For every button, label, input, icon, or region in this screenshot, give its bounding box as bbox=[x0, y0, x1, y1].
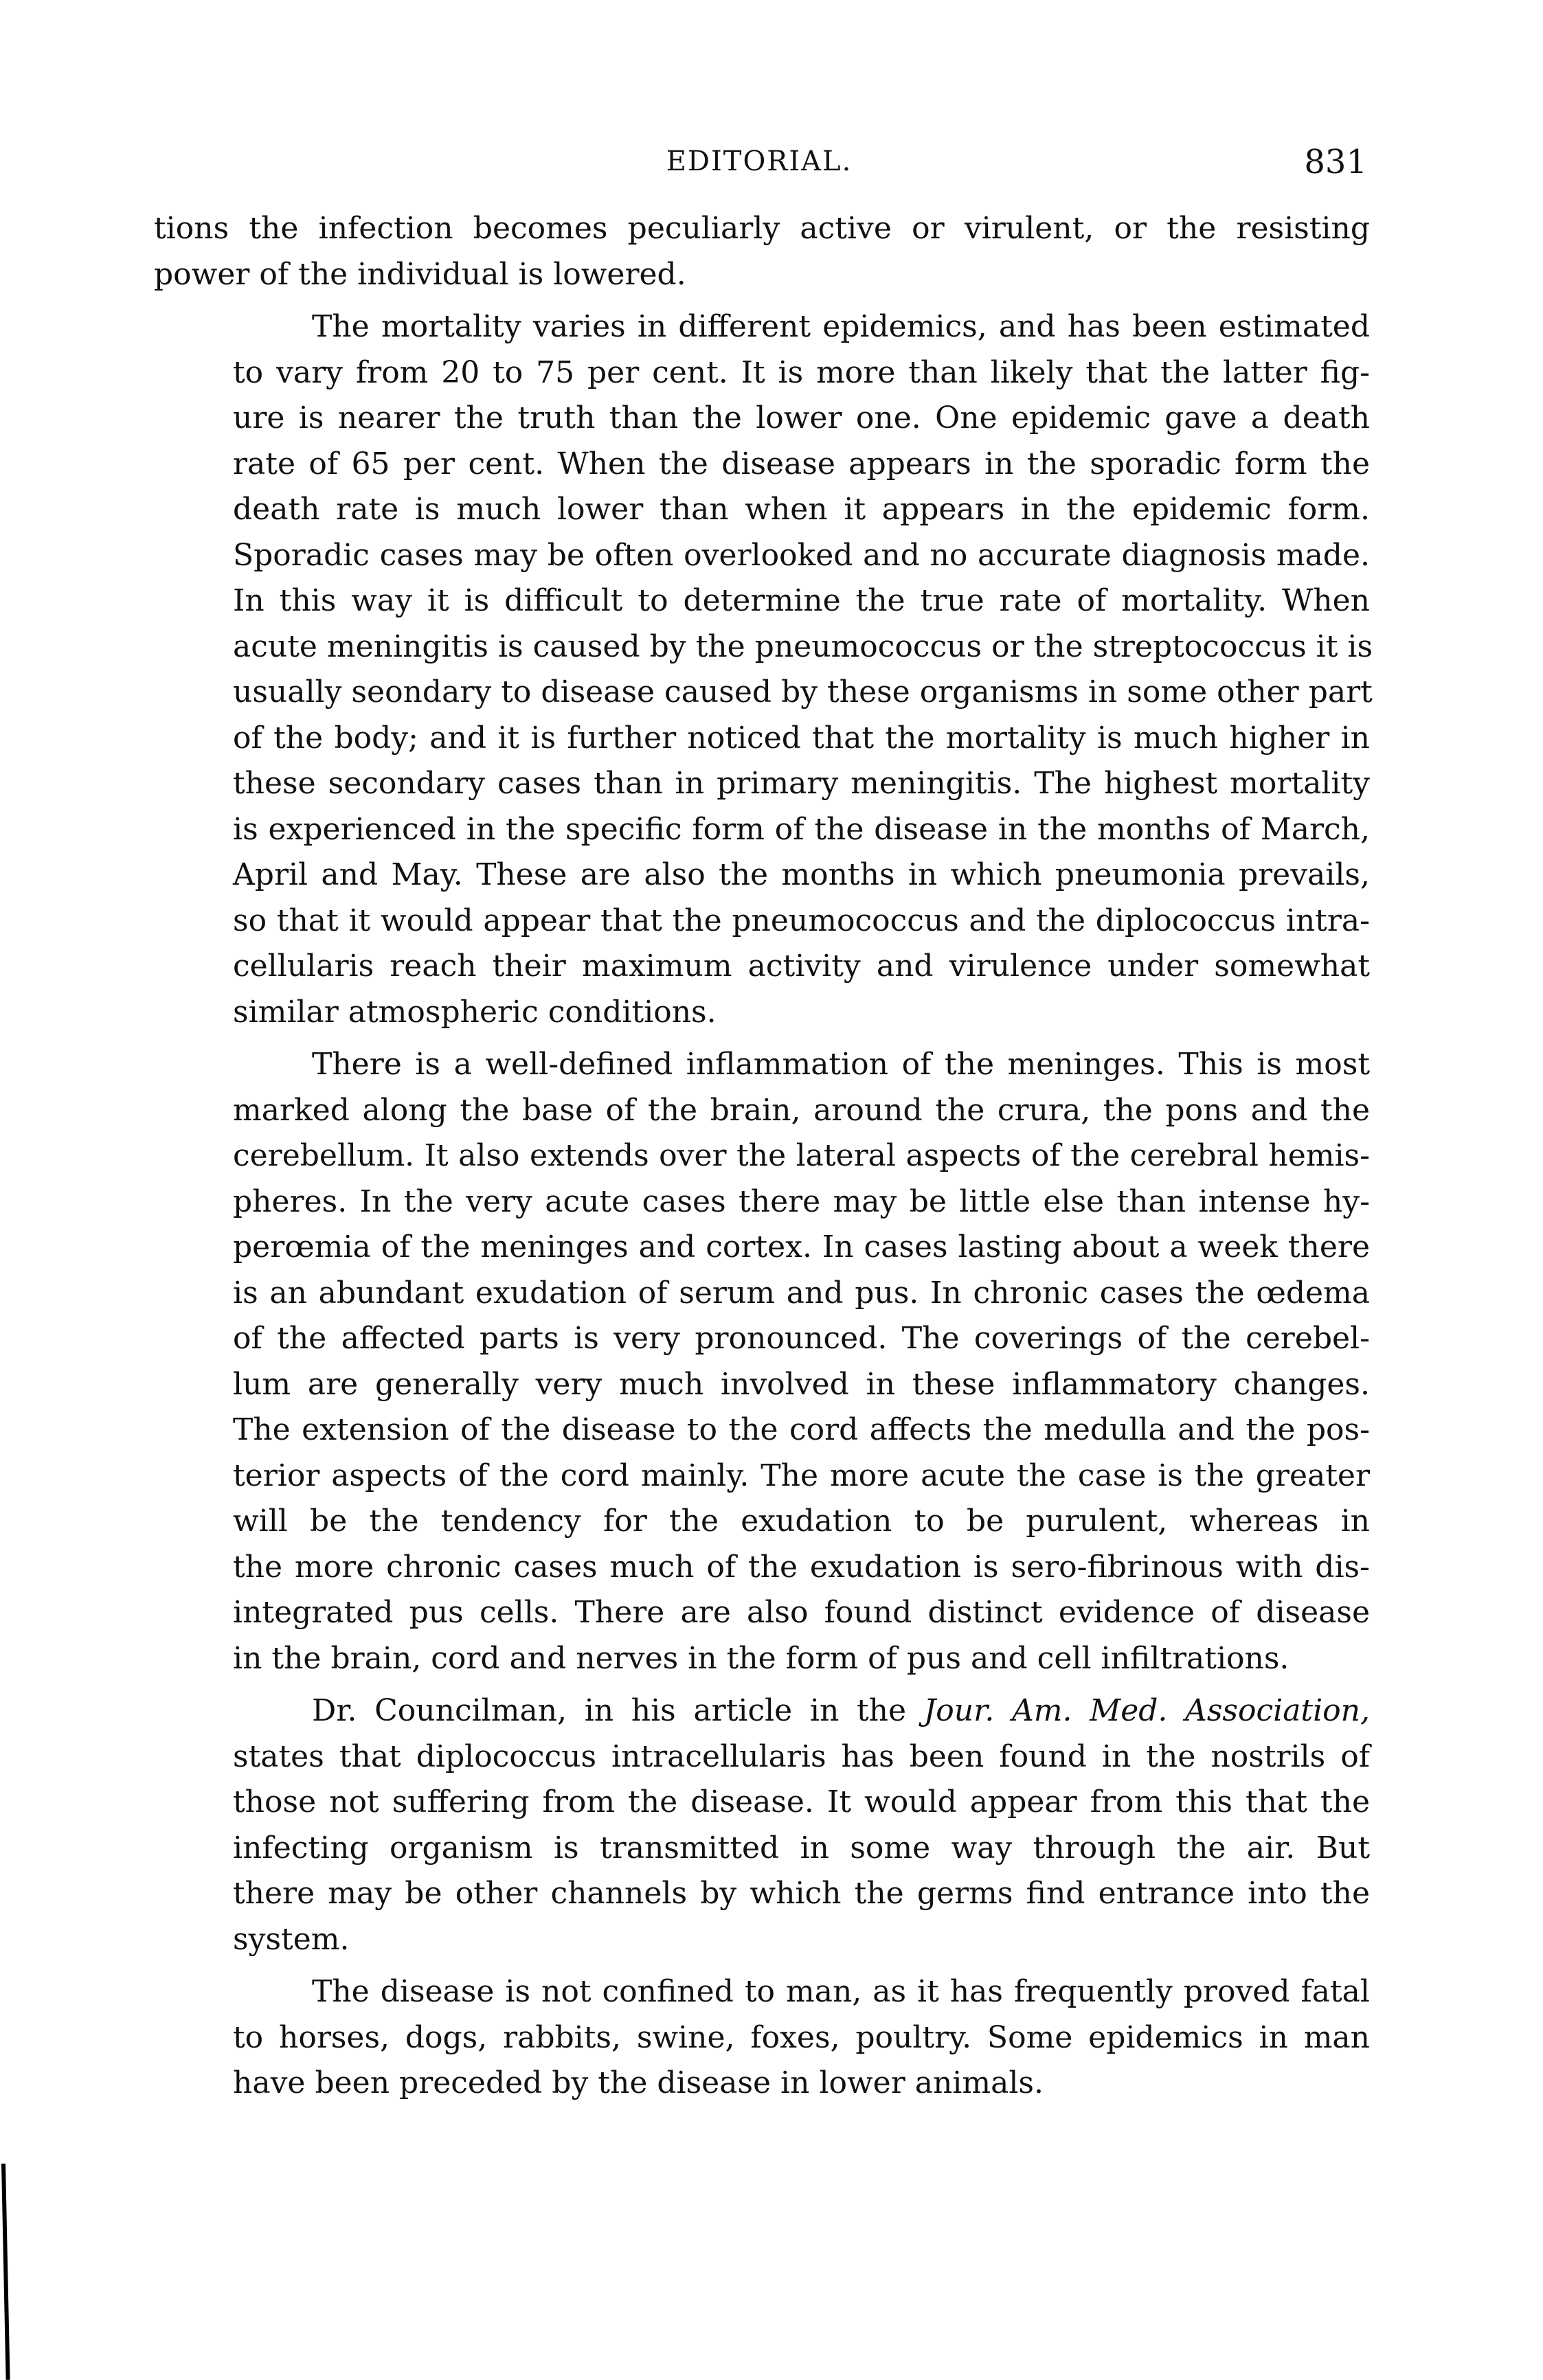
text-line: April and May. These are also the months in which pneumonia prevails, bbox=[233, 857, 1370, 892]
running-head-title: EDITORIAL. bbox=[666, 146, 853, 177]
text-line: In this way it is difficult to determine the true rate of mortality. When bbox=[233, 583, 1370, 618]
text-line: there may be other channels by which the germs find entrance into the bbox=[233, 1876, 1370, 1911]
paragraph bbox=[154, 304, 1373, 1035]
text-line: death rate is much lower than when it appears in the epidemic form. bbox=[233, 492, 1370, 527]
text-line: cellularis reach their maximum activity and virulence under somewhat bbox=[233, 949, 1370, 984]
body-text bbox=[154, 206, 1373, 2113]
paragraph bbox=[154, 206, 1370, 297]
text-line: of the body; and it is further noticed that the mortality is much higher in bbox=[233, 720, 1370, 756]
text-line: The mortality varies in different epidemics, and has been estimated bbox=[312, 309, 1370, 344]
text-line: states that diplococcus intracellularis has been found in the nostrils of bbox=[233, 1738, 1370, 1774]
italic-citation: Jour. Am. Med. Association, bbox=[923, 1693, 1370, 1728]
text-line: The extension of the disease to the cord affects the medulla and the pos- bbox=[233, 1412, 1370, 1447]
paragraph bbox=[154, 1042, 1370, 1681]
text-line: lum are generally very much involved in these inflammatory changes. bbox=[233, 1366, 1370, 1402]
text-line: of the affected parts is very pronounced. The coverings of the cerebel- bbox=[233, 1321, 1370, 1356]
text-line: ure is nearer the truth than the lower one. One epidemic gave a death bbox=[233, 400, 1370, 435]
text-line: is experienced in the specific form of the disease in the months of March, bbox=[233, 811, 1370, 847]
text-line: usually seondary to disease caused by these organisms in some other part bbox=[233, 675, 1373, 710]
text-line: have been preceded by the disease in lower animals. bbox=[233, 2065, 1044, 2100]
text-line: to horses, dogs, rabbits, swine, foxes, poultry. Some epidemics in man bbox=[233, 2019, 1370, 2055]
text-line: the more chronic cases much of the exudation is sero-fibrinous with dis- bbox=[233, 1549, 1370, 1585]
text-line: There is a well-defined inflammation of the meninges. This is most bbox=[312, 1047, 1370, 1082]
text-line: perœmia of the meninges and cortex. In cases lasting about a week there bbox=[233, 1229, 1370, 1265]
text-line: so that it would appear that the pneumococcus and the diplococcus intra- bbox=[233, 903, 1370, 938]
scan-margin-line bbox=[1, 2164, 10, 2380]
text-line: infecting organism is transmitted in some way through the air. But bbox=[233, 1830, 1370, 1866]
text-line: similar atmospheric conditions. bbox=[233, 994, 717, 1030]
paragraph bbox=[154, 1688, 1370, 1962]
text-line: Sporadic cases may be often overlooked and no accurate diagnosis made. bbox=[233, 537, 1370, 573]
text-line: to vary from 20 to 75 per cent. It is more than likely that the latter fig- bbox=[233, 354, 1370, 390]
text-line: tions the infection becomes peculiarly active or virulent, or the resisting bbox=[154, 211, 1370, 246]
text-line: those not suffering from the disease. It would appear from this that the bbox=[233, 1784, 1370, 1820]
text-line: The disease is not confined to man, as it has frequently proved fatal bbox=[312, 1974, 1370, 2009]
running-head bbox=[151, 143, 1367, 187]
text-line: marked along the base of the brain, around the crura, the pons and the bbox=[233, 1092, 1370, 1128]
text-line: Dr. Councilman, in his article in the Jour. Am. Med. Association, bbox=[312, 1693, 1370, 1728]
text-line: in the brain, cord and nerves in the form of pus and cell infiltrations. bbox=[233, 1640, 1289, 1676]
page-number: 831 bbox=[1304, 143, 1367, 181]
text-line: terior aspects of the cord mainly. The more acute the case is the greater bbox=[233, 1458, 1370, 1493]
text-line: rate of 65 per cent. When the disease appears in the sporadic form the bbox=[233, 446, 1370, 481]
text-line: will be the tendency for the exudation to be purulent, whereas in bbox=[233, 1504, 1370, 1539]
text-line: integrated pus cells. There are also found distinct evidence of disease bbox=[233, 1595, 1370, 1630]
text-line: cerebellum. It also extends over the lateral aspects of the cerebral hemis- bbox=[233, 1138, 1370, 1173]
text-line: is an abundant exudation of serum and pus. In chronic cases the œdema bbox=[233, 1275, 1370, 1311]
text-line: power of the individual is lowered. bbox=[154, 256, 686, 292]
text-line: acute meningitis is caused by the pneumococcus or the streptococcus it is bbox=[233, 628, 1373, 664]
text-line: pheres. In the very acute cases there may be little else than intense hy- bbox=[233, 1183, 1370, 1219]
text-line: system. bbox=[233, 1921, 350, 1957]
text-line: these secondary cases than in primary meningitis. The highest mortality bbox=[233, 766, 1370, 801]
paragraph bbox=[154, 1969, 1370, 2107]
